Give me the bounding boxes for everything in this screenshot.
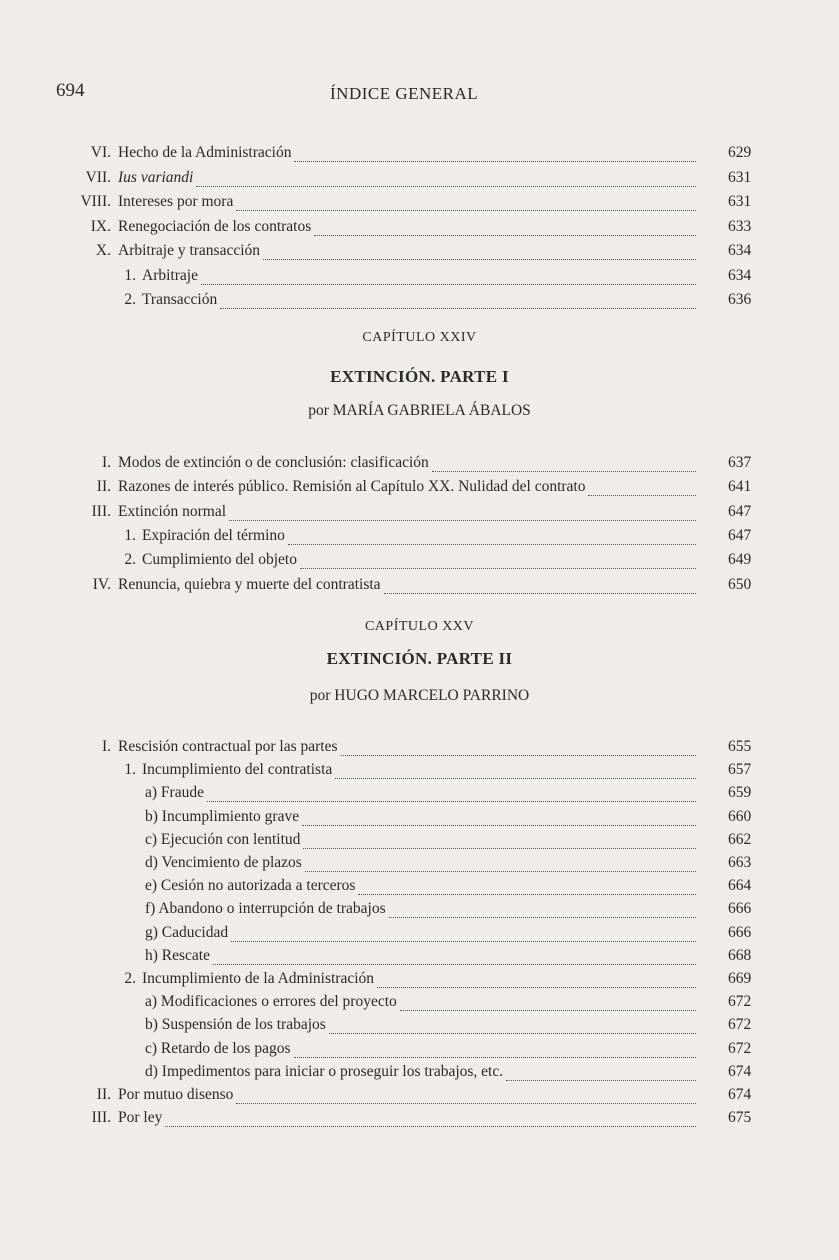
dot-leader [358,893,696,895]
dot-leader [335,777,696,779]
toc-entry-title: Arbitraje [142,266,198,284]
toc-entry-page: 650 [728,575,752,593]
toc-entry-title: b) Suspensión de los trabajos [145,1016,326,1034]
toc-entry [0,1109,752,1132]
dot-leader [288,543,696,545]
dot-leader [303,847,696,849]
toc-entry-title: b) Incumplimiento grave [145,807,300,825]
toc-entry [0,738,752,761]
dot-leader [377,986,696,988]
toc-entry [0,193,752,216]
toc-entry [0,242,752,265]
dot-leader [294,1056,697,1058]
toc-entry-number: III. [91,1109,111,1127]
toc-entry-title: c) Retardo de los pagos [145,1039,291,1057]
dot-leader [305,870,696,872]
toc-entry-page: 660 [728,807,752,825]
toc-entry-title: Ius variandi [118,168,194,186]
dot-leader [588,494,696,496]
chapter-24-title: EXTINCIÓN. PARTE I [330,367,509,386]
toc-entry-title: Hecho de la Administración [118,144,292,161]
toc-entry-title: Transacción [142,291,218,308]
page-number: 694 [56,80,85,101]
dot-leader [302,824,696,826]
toc-entry-number: IV. [92,575,111,593]
dot-leader [231,940,696,942]
toc-entry-page: 672 [728,1039,752,1057]
toc-entry-page: 631 [728,193,752,210]
dot-leader [341,754,696,756]
dot-leader [229,519,696,521]
toc-entry-page: 634 [728,242,752,259]
dot-leader [213,963,696,965]
toc-entry-title: g) Caducidad [145,923,229,941]
toc-entry-title: Modos de extinción o de conclusión: clasificación [118,454,429,471]
toc-entry [0,168,752,192]
toc-entry-title: Renegociación de los contratos [118,217,312,235]
chapter-24-label: CAPÍTULO XXIV [362,330,477,345]
dot-leader [263,258,696,260]
dot-leader [201,283,696,285]
toc-entry-page: 672 [728,993,752,1011]
toc-entry-title: e) Cesión no autorizada a terceros [145,877,356,895]
toc-entry-number: 1. [124,761,136,779]
toc-entry-page: 674 [728,1062,752,1080]
toc-entry-number: I. [101,738,111,755]
toc-entry-title: Por ley [118,1109,163,1127]
dot-leader [300,567,696,569]
toc-entry [0,854,752,877]
toc-entry [0,1086,752,1109]
toc-entry [0,807,752,831]
dot-leader [329,1032,696,1034]
dot-leader [389,916,696,918]
toc-entry-page: 636 [728,291,752,308]
running-title: ÍNDICE GENERAL [330,84,479,103]
toc-entry-title: Por mutuo disenso [118,1086,234,1103]
toc-entry-page: 634 [728,266,752,284]
toc-entry-page: 633 [728,217,752,235]
toc-entry-title: f) Abandono o interrupción de trabajos [145,900,386,918]
toc-entry [0,830,752,854]
toc-entry-page: 672 [728,1016,752,1034]
chapter-25-label: CAPÍTULO XXV [364,619,475,634]
toc-entry-number: I. [101,454,111,471]
dot-leader [236,209,696,211]
toc-entry-number: 2. [124,551,136,569]
dot-leader [165,1125,696,1127]
toc-entry-title: Renuncia, quiebra y muerte del contratista [118,575,381,593]
dot-leader [236,1102,696,1104]
toc-entry [0,454,752,477]
toc-entry-page: 664 [728,877,752,895]
toc-entry-title: Razones de interés público. Remisión al Capítulo XX. Nulidad del contrato [118,478,586,496]
toc-entry-title: Cumplimiento del objeto [142,551,297,569]
toc-entry-number: 1. [124,526,136,544]
dot-leader [506,1079,696,1081]
toc-entry-page: 631 [728,168,752,186]
toc-entry [0,478,752,501]
toc-entry-title: Extinción normal [118,502,227,520]
toc-entry-page: 663 [728,854,752,871]
chapter-25-author: por HUGO MARCELO PARRINO [309,687,530,704]
dot-leader [400,1009,696,1011]
toc-entry-number: VIII. [80,193,111,210]
toc-entry-page: 649 [728,551,752,569]
toc-entry-number: III. [91,502,111,520]
toc-entry-title: a) Fraude [145,784,204,802]
toc-entry-page: 647 [728,502,752,520]
toc-entry-title: d) Impedimentos para iniciar o proseguir los trabajos, etc. [145,1062,504,1080]
dot-leader [196,185,696,187]
toc-entry-number: 1. [124,266,136,284]
toc-entry-page: 657 [728,761,752,779]
toc-entry [0,993,752,1016]
toc-entry-page: 675 [728,1109,752,1127]
toc-entry [0,551,752,574]
toc-entry-page: 641 [728,478,752,496]
toc-entry [0,217,752,241]
toc-entry [0,1016,752,1039]
toc-entry-number: II. [96,478,111,496]
toc-entry [0,970,752,993]
toc-entry-number: 2. [124,970,136,987]
toc-entry-page: 669 [728,970,752,987]
toc-entry [0,575,752,599]
toc-entry [0,502,752,526]
toc-entry-title: Arbitraje y transacción [118,242,261,259]
dot-leader [207,800,696,802]
toc-entry-number: VII. [85,168,111,186]
toc-entry [0,946,752,970]
toc-entry [0,900,752,923]
toc-entry-page: 659 [728,784,752,802]
toc-entry-title: c) Ejecución con lentitud [145,830,301,848]
toc-entry-page: 666 [728,923,752,941]
toc-entry-page: 662 [728,830,752,848]
toc-entry-title: d) Vencimiento de plazos [145,854,302,871]
toc-entry-title: a) Modificaciones o errores del proyecto [145,993,397,1011]
toc-entry [0,1062,752,1086]
toc-entry-title: Intereses por mora [118,193,234,210]
toc-entry-number: VI. [90,144,111,161]
toc-entry [0,761,752,784]
toc-entry-page: 629 [728,144,752,161]
toc-entry-number: II. [96,1086,111,1103]
toc-entry-title: Expiración del término [142,526,285,544]
toc-entry [0,526,752,550]
toc-entry [0,784,752,807]
toc-entry-page: 674 [728,1086,752,1103]
chapter-24-author: por MARÍA GABRIELA ÁBALOS [308,402,531,419]
toc-entry [0,1039,752,1063]
toc-entry-number: 2. [124,291,136,308]
toc-entry-title: Incumplimiento del contratista [142,761,333,779]
dot-leader [220,307,696,309]
chapter-25-title: EXTINCIÓN. PARTE II [326,649,513,668]
toc-entry-page: 666 [728,900,752,918]
toc-entry-title: Incumplimiento de la Administración [142,970,375,987]
dot-leader [314,234,696,236]
toc-entry-number: X. [95,242,111,259]
toc-entry [0,266,752,290]
toc-entry-page: 668 [728,946,752,964]
toc-entry-page: 637 [728,454,752,471]
dot-leader [384,592,696,594]
toc-entry [0,877,752,900]
toc-entry-page: 647 [728,526,752,544]
toc-entry-number: IX. [90,217,111,235]
toc-entry [0,144,752,167]
toc-entry-title: Rescisión contractual por las partes [118,738,338,755]
toc-entry [0,923,752,947]
toc-entry-title: h) Rescate [145,946,210,964]
toc-entry [0,291,752,314]
toc-entry-page: 655 [728,738,752,755]
dot-leader [432,470,696,472]
dot-leader [294,160,696,162]
